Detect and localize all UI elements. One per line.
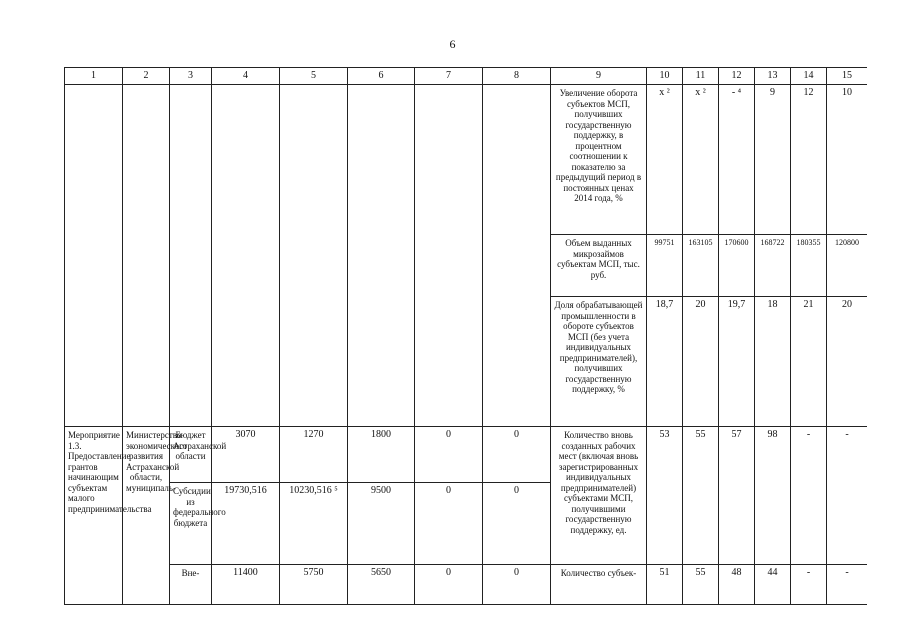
page-number: 6 <box>449 37 456 51</box>
empty-cell <box>123 85 170 427</box>
header-cell: 6 <box>348 68 415 85</box>
header-cell: 14 <box>791 68 827 85</box>
table-row <box>65 85 868 235</box>
value-cell: 99751 <box>647 235 683 297</box>
value-cell: 10230,516 ⁵ <box>280 483 348 565</box>
header-cell: 7 <box>415 68 483 85</box>
value-cell: 18,7 <box>647 297 683 427</box>
value-cell: 53 <box>647 427 683 565</box>
indicator-text: Количество вновь созданных рабочих мест (включая вновь зарегистрированных индивидуальных предпринимателей) субъектами МСП, получившими государственную поддержку, ед. <box>551 427 647 565</box>
value-cell: - <box>791 427 827 565</box>
value-cell: 180355 <box>791 235 827 297</box>
funding-source: Вне- <box>170 565 212 605</box>
table-row <box>65 427 868 483</box>
value-cell: 3070 <box>212 427 280 483</box>
value-cell: 120800 <box>827 235 868 297</box>
value-cell: 98 <box>755 427 791 565</box>
value-cell: 5650 <box>348 565 415 605</box>
indicator-text: Увеличение оборота субъектов МСП, получивших государственную поддержку, в процентном соотношении к показателю за предыдущий период в постоянных ценах 2014 года, % <box>551 85 647 235</box>
empty-cell <box>212 85 280 427</box>
value-cell: 55 <box>683 565 719 605</box>
value-cell: 20 <box>683 297 719 427</box>
value-cell: 20 <box>827 297 868 427</box>
value-cell: 0 <box>483 483 551 565</box>
value-cell: 0 <box>415 483 483 565</box>
indicator-text: Количество субъек- <box>551 565 647 605</box>
value-cell: 1800 <box>348 427 415 483</box>
funding-source: Субсидии из федерального бюджета <box>170 483 212 565</box>
empty-cell <box>280 85 348 427</box>
value-cell: 19,7 <box>719 297 755 427</box>
value-cell: 51 <box>647 565 683 605</box>
empty-cell <box>170 85 212 427</box>
value-cell: 9500 <box>348 483 415 565</box>
empty-cell <box>348 85 415 427</box>
value-cell: 0 <box>483 427 551 483</box>
header-cell: 11 <box>683 68 719 85</box>
measure-executor: Министерство экономического развития Астраханской области, муниципаль- <box>123 427 170 605</box>
table-row <box>65 565 868 605</box>
measure-name: Мероприятие 1.3. Предоставление грантов начинающим субъектам малого предпринимательства <box>65 427 123 605</box>
funding-source: Бюджет Астраханской области <box>170 427 212 483</box>
value-cell: 0 <box>415 427 483 483</box>
header-cell: 9 <box>551 68 647 85</box>
empty-cell <box>65 85 123 427</box>
value-cell: 0 <box>415 565 483 605</box>
value-cell: 44 <box>755 565 791 605</box>
header-cell: 5 <box>280 68 348 85</box>
value-cell: 9 <box>755 85 791 235</box>
header-cell: 4 <box>212 68 280 85</box>
value-cell: x ² <box>683 85 719 235</box>
table-container <box>64 67 867 640</box>
empty-cell <box>483 85 551 427</box>
header-cell: 2 <box>123 68 170 85</box>
header-row <box>65 68 868 85</box>
value-cell: - ⁴ <box>719 85 755 235</box>
value-cell: 1270 <box>280 427 348 483</box>
value-cell: 5750 <box>280 565 348 605</box>
value-cell: 163105 <box>683 235 719 297</box>
value-cell: 11400 <box>212 565 280 605</box>
value-cell: - <box>827 565 868 605</box>
value-cell: 170600 <box>719 235 755 297</box>
header-cell: 3 <box>170 68 212 85</box>
value-cell: 19730,516 <box>212 483 280 565</box>
program-table <box>64 67 867 605</box>
header-cell: 12 <box>719 68 755 85</box>
value-cell: 12 <box>791 85 827 235</box>
value-cell: 21 <box>791 297 827 427</box>
value-cell: - <box>791 565 827 605</box>
value-cell: 0 <box>483 565 551 605</box>
header-cell: 10 <box>647 68 683 85</box>
value-cell: 57 <box>719 427 755 565</box>
value-cell: 168722 <box>755 235 791 297</box>
value-cell: 55 <box>683 427 719 565</box>
header-cell: 1 <box>65 68 123 85</box>
value-cell: 48 <box>719 565 755 605</box>
header-cell: 8 <box>483 68 551 85</box>
header-cell: 15 <box>827 68 868 85</box>
empty-cell <box>415 85 483 427</box>
value-cell: 18 <box>755 297 791 427</box>
header-cell: 13 <box>755 68 791 85</box>
indicator-text: Объем выданных микрозаймов субъектам МСП, тыс. руб. <box>551 235 647 297</box>
value-cell: 10 <box>827 85 868 235</box>
value-cell: - <box>827 427 868 565</box>
indicator-text: Доля обрабатывающей промышленности в обороте субъектов МСП (без учета индивидуальных предпринимателей), получивших государственную поддержку, % <box>551 297 647 427</box>
value-cell: x ² <box>647 85 683 235</box>
